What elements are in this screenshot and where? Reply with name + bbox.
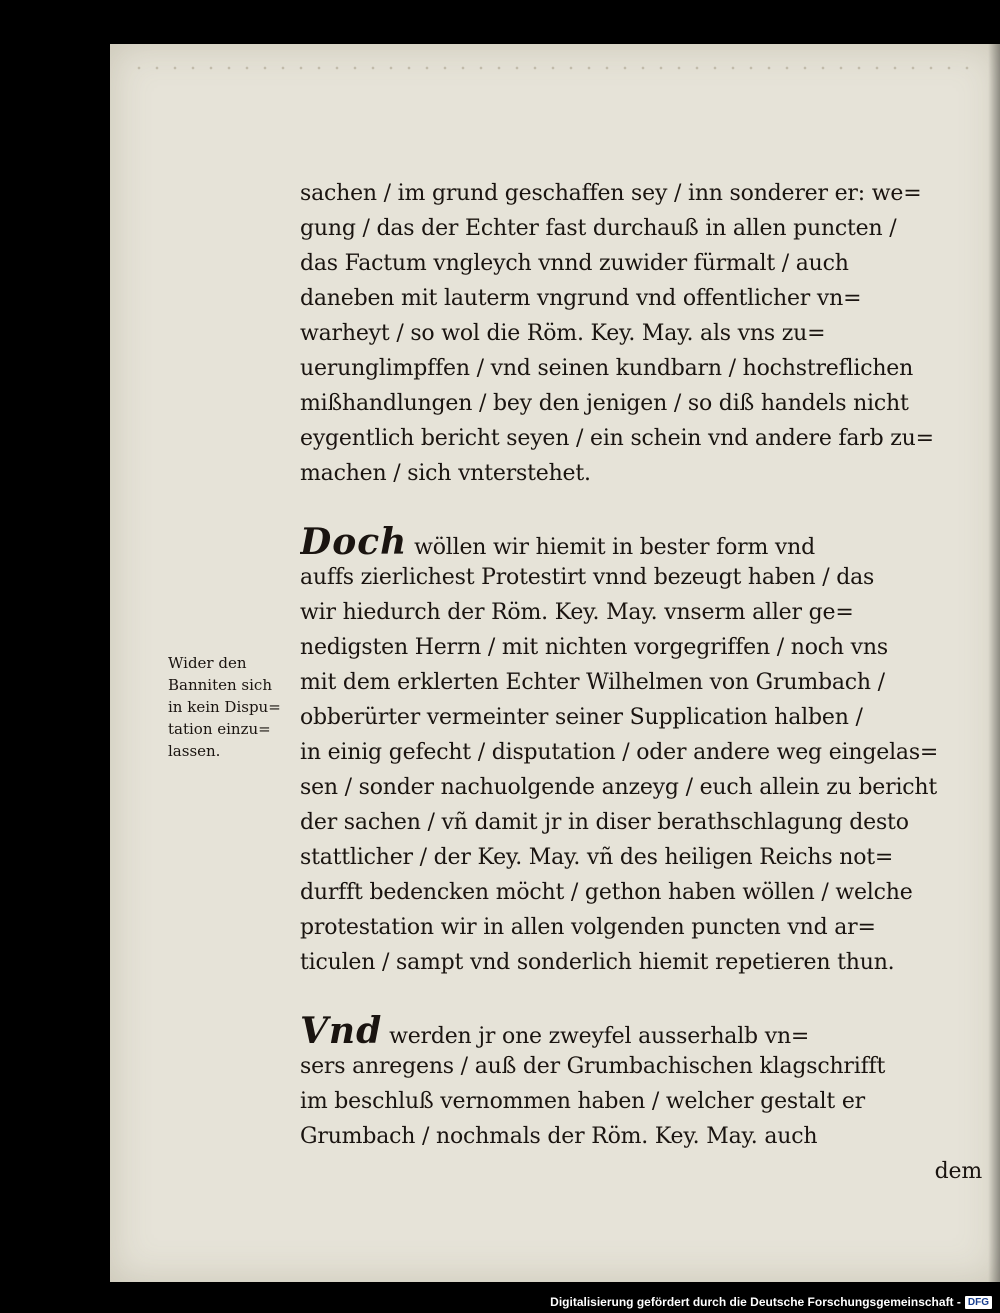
text-line: in einig gefecht / disputation / oder andere weg eingelas= bbox=[300, 740, 939, 765]
margin-note-line: lassen. bbox=[168, 742, 221, 760]
text-line: der sachen / vñ damit jr in diser berathschlagung desto bbox=[300, 810, 909, 835]
text-line: Grumbach / nochmals der Röm. Key. May. auch bbox=[300, 1124, 818, 1149]
margin-note-line: Banniten sich bbox=[168, 676, 272, 694]
text-line-rest: wöllen wir hiemit in bester form vnd bbox=[407, 535, 815, 560]
text-line: mit dem erklerten Echter Wilhelmen von Grumbach / bbox=[300, 670, 885, 695]
paragraph-gap bbox=[300, 491, 990, 525]
dfg-logo: DFG bbox=[965, 1296, 992, 1309]
page-edge-dots bbox=[130, 66, 970, 70]
text-line: eygentlich bericht seyen / ein schein vnd andere farb zu= bbox=[300, 426, 934, 451]
text-line: ticulen / sampt vnd sonderlich hiemit repetieren thun. bbox=[300, 950, 895, 975]
text-line bbox=[300, 1014, 990, 1049]
margin-note bbox=[168, 652, 308, 762]
credit-text: Digitalisierung gefördert durch die Deutsche Forschungsgemeinschaft - bbox=[550, 1295, 961, 1309]
text-line: nedigsten Herrn / mit nichten vorgegriffen / noch vns bbox=[300, 635, 888, 660]
text-line: im beschluß vernommen haben / welcher gestalt er bbox=[300, 1089, 865, 1114]
margin-note-line: tation einzu= bbox=[168, 720, 271, 738]
book-page bbox=[110, 44, 1000, 1282]
initial-word: Vnd bbox=[300, 1014, 383, 1049]
text-line: uerunglimpffen / vnd seinen kundbarn / hochstreflichen bbox=[300, 356, 914, 381]
text-line: sachen / im grund geschaffen sey / inn sonderer er: we= bbox=[300, 181, 922, 206]
text-line: auffs zierlichest Protestirt vnnd bezeugt haben / das bbox=[300, 565, 875, 590]
margin-note-line: in kein Dispu= bbox=[168, 698, 281, 716]
text-line: warheyt / so wol die Röm. Key. May. als vns zu= bbox=[300, 321, 826, 346]
text-line: das Factum vngleych vnnd zuwider fürmalt / auch bbox=[300, 251, 849, 276]
text-line: obberürter vermeinter seiner Supplication halben / bbox=[300, 705, 863, 730]
text-line: daneben mit lauterm vngrund vnd offentlicher vn= bbox=[300, 286, 862, 311]
text-line: stattlicher / der Key. May. vñ des heiligen Reichs not= bbox=[300, 845, 894, 870]
text-line: wir hiedurch der Röm. Key. May. vnserm aller ge= bbox=[300, 600, 854, 625]
paragraph-3 bbox=[300, 1014, 990, 1189]
catchword: dem bbox=[934, 1159, 982, 1184]
text-line: durfft bedencken möcht / gethon haben wöllen / welche bbox=[300, 880, 913, 905]
text-line: protestation wir in allen volgenden puncten vnd ar= bbox=[300, 915, 876, 940]
text-line: sen / sonder nachuolgende anzeyg / euch allein zu bericht bbox=[300, 775, 938, 800]
text-line: sers anregens / auß der Grumbachischen klagschrifft bbox=[300, 1054, 886, 1079]
text-line bbox=[300, 525, 990, 560]
text-line: gung / das der Echter fast durchauß in allen puncten / bbox=[300, 216, 897, 241]
text-line: machen / sich vnterstehet. bbox=[300, 461, 591, 486]
paragraph-2 bbox=[300, 525, 990, 980]
digitization-credit bbox=[550, 1295, 992, 1309]
text-line: mißhandlungen / bey den jenigen / so diß handels nicht bbox=[300, 391, 909, 416]
paragraph-gap bbox=[300, 980, 990, 1014]
main-text bbox=[300, 176, 990, 1189]
paragraph-1 bbox=[300, 176, 990, 491]
margin-note-line: Wider den bbox=[168, 654, 247, 672]
text-line-rest: werden jr one zweyfel ausserhalb vn= bbox=[382, 1024, 810, 1049]
initial-word: Doch bbox=[300, 525, 408, 560]
